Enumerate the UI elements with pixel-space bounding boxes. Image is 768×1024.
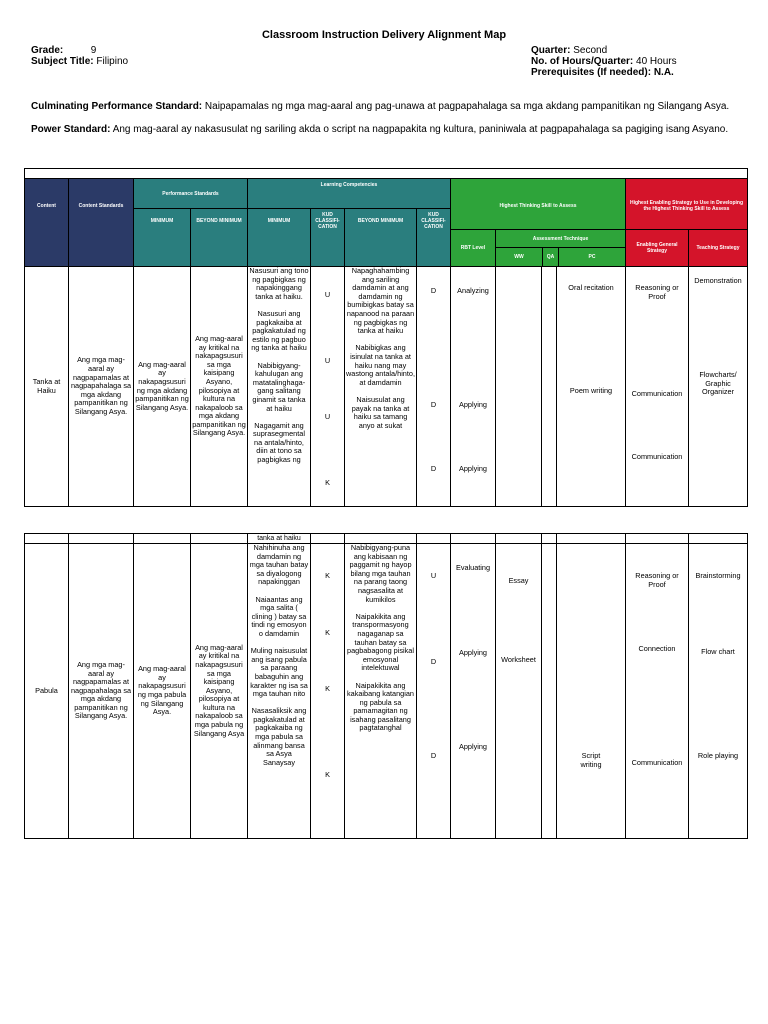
row1-enabling-2: Communication [631, 389, 683, 398]
row2-perf-minimum: Ang mag-aaral ay nakapagsusuri ng mga pabula ng Silangang Asya. [134, 544, 191, 839]
row1-perf-beyond: Ang mag-aaral ay kritikal na nakapagsusuri sa mga kaisipang Asyano, pilosopiya at kultura na nakapaloob sa mga akdang pampanitikan ng Silangang Asya. [191, 267, 248, 507]
alignment-table-2 [24, 533, 748, 839]
row2-ww [496, 544, 542, 839]
row2-kud-min-1: K [325, 571, 330, 580]
hours-value: 40 Hours [636, 56, 677, 67]
r2-cont-c3 [134, 534, 191, 544]
row2-kud-beyond-3: D [430, 751, 437, 760]
alignment-table-1 [24, 168, 748, 233]
row1-lc-beyond: Napaghahambing ang sariling damdamin at ang damdamin ng bumibigkas batay sa napanood na paraan ng pagbigkas ng tanka at haiku Nabibigkas ang isinulat na tanka at haiku nang may wastong antala/hinto, at damdamin Naisusulat ang payak na tanka at haiku sa tamang anyo at sukat [345, 267, 417, 507]
assessment-cols [496, 248, 625, 266]
row2-kud-minimum [311, 544, 345, 839]
row1-kud-beyond-1: D [430, 286, 437, 295]
row2-ww-2: Worksheet [501, 655, 536, 664]
row1-rbt-2: Applying [459, 400, 487, 409]
header-perf-beyond-minimum: BEYOND MINIMUM [191, 209, 248, 233]
power-label: Power Standard: [31, 124, 111, 135]
row1-kud-beyond-3: D [430, 464, 437, 473]
row1-content: Tanka at Haiku [25, 267, 69, 507]
alignment-table-1-body [24, 229, 748, 507]
ww-label: WW [496, 248, 543, 266]
r2-cont-c1 [25, 534, 69, 544]
row1-enabling-1: Reasoning or Proof [635, 283, 679, 301]
header-kud-beyond-cont [417, 230, 451, 267]
r2-cont-c13 [626, 534, 689, 544]
hours-label: No. of Hours/Quarter: [531, 56, 634, 67]
header-content: Content [25, 179, 69, 233]
header-kud-minimum: KUD CLASSIFI-CATION [311, 209, 345, 233]
culminating-text: Naipapamalas ng mga mag-aaral ang pag-unawa at pagpapahalaga sa mga akdang pampanitikan ng Silangang Asya. [204, 101, 730, 112]
header-teaching-strategy: Teaching Strategy [689, 230, 748, 267]
culminating-label: Culminating Performance Standard: [31, 101, 203, 112]
header-perf-min-cont [134, 230, 191, 267]
row2-pc [557, 544, 626, 839]
row1-teaching-2: Flowcharts/ Graphic Organizer [699, 370, 737, 397]
header-assessment-group [496, 230, 626, 267]
row2-rbt-1: Evaluating [455, 563, 491, 572]
r2-cont-c9 [451, 534, 496, 544]
row1-kud-min-4: K [325, 478, 330, 487]
quarter-label: Quarter: [531, 45, 571, 56]
header-perf-minimum: MINIMUM [134, 209, 191, 233]
row2-content-standard: Ang mga mag-aaral ay nagpapamalas at nagpapahalaga sa mga akdang pampanitikan ng Silangang Asya. [69, 544, 134, 839]
header-kud-min-cont [311, 230, 345, 267]
row1-content-standard: Ang mga mag-aaral ay nagpapamalas at nagpapahalaga sa mga akdang pampanitikan ng Silangang Asya. [69, 267, 134, 507]
row2-pc-1: Script writing [580, 751, 602, 769]
subject-label: Subject Title: [31, 56, 94, 67]
assessment-sub [496, 230, 625, 266]
r2-cont-c11 [542, 534, 557, 544]
row1-kud-beyond-2: D [430, 400, 437, 409]
page-title: Classroom Instruction Delivery Alignment Map [261, 29, 507, 41]
row2-enabling-2: Connection [638, 644, 676, 653]
r2-cont-c2 [69, 534, 134, 544]
qa-label: QA [543, 248, 559, 266]
row2-enabling [626, 544, 689, 839]
row1-kud-min-2: U [324, 356, 331, 365]
row1-rbt-3: Applying [459, 464, 487, 473]
quarter-line [531, 45, 607, 56]
subject-line [31, 56, 128, 67]
header-enabling-general: Enabling General Strategy [626, 230, 689, 267]
r2-cont-c6 [311, 534, 345, 544]
row2-teaching [689, 544, 748, 839]
row1-teaching-1: Demonstration [694, 276, 742, 285]
row2-qa [542, 544, 557, 839]
prereq-line [531, 67, 674, 78]
row2-lc-beyond: Nabibigyang-puna ang kabisaan ng paggamit ng hayop bilang mga tauhan na parang taong nagsasalita at kumikilos Naipakikita ang transpormasyong nagaganap sa tauhan batay sa pagbabagong pisikal emosyonal intelektuwal Naipakikita ang kakaibang katangian ng pabula sa pamamagitan ng isahang pasalitang pagtatanghal [345, 544, 417, 839]
rbt-label: RBT Level [460, 245, 486, 251]
header-lc-beyond-minimum: BEYOND MINIMUM [345, 209, 417, 233]
header-highest-enabling-strategy: Highest Enabling Strategy to Use in Developing the Highest Thinking Skill to Assess [626, 179, 748, 233]
header-highest-thinking-skill: Highest Thinking Skill to Assess [451, 179, 626, 233]
row1-kud-min-1: U [324, 290, 331, 299]
row2-teaching-1: Brainstorming [695, 571, 741, 580]
row1-kud-beyond [417, 267, 451, 507]
row1-teaching [689, 267, 748, 507]
row2-kud-min-3: K [325, 684, 330, 693]
row1-pc-1: Oral recitation [568, 283, 614, 292]
row1-kud-minimum [311, 267, 345, 507]
header-rbt-level [451, 230, 496, 267]
row2-enabling-1: Reasoning or Proof [635, 571, 679, 589]
row2-kud-min-2: K [325, 628, 330, 637]
r2-cont-c8 [417, 534, 451, 544]
header-lc-min-cont [248, 230, 311, 267]
row1-pc [557, 267, 626, 507]
row2-ww-1: Essay [508, 576, 529, 585]
row1-perf-minimum: Ang mag-aaral ay nakapagsusuri ng mga akdang pampanitikan ng Silangang Asya. [134, 267, 191, 507]
hours-line [531, 56, 677, 67]
grade-value: 9 [90, 45, 97, 56]
prereq-label: Prerequisites (If needed): [531, 67, 652, 78]
r2-cont-c7 [345, 534, 417, 544]
header-content-standards-cont [69, 230, 134, 267]
pc-label: PC [588, 254, 596, 260]
row1-pc-2: Poem writing [569, 386, 613, 395]
culminating-standard [31, 101, 729, 113]
row1-kud-min-3: U [324, 412, 331, 421]
header-kud-beyond: KUD CLASSIFI-CATION [417, 209, 451, 233]
row2-rbt-2: Applying [459, 648, 487, 657]
subject-value: Filipino [96, 56, 129, 67]
r2-cont-c10 [496, 534, 542, 544]
row2-kud-beyond [417, 544, 451, 839]
row2-kud-beyond-1: U [430, 571, 437, 580]
table-top-spacer [25, 169, 748, 179]
prereq-value: N.A. [653, 67, 674, 78]
row1-lc-minimum: Nasusuri ang tono ng pagbigkas ng napakinggang tanka at haiku. Nasusuri ang pagkakaiba at pagkakatulad ng estilo ng pagbuo ng tanka at haiku Nabibigyang-kahulugan ang matatalinghaga-gang salitang ginamit sa tanka at haiku Nagagamit ang suprasegmental na antala/hinto, diin at tono sa pagbigkas ng [248, 267, 311, 507]
row2-lc-minimum: Nahihinuha ang damdamin ng mga tauhan batay sa diyalogong napakinggan Naiaantas ang mga salita ( clining ) batay sa tindi ng emosyon o damdamin Muling naisusulat ang isang pabula sa paraang babaguhin ang karakter ng isa sa mga tauhan nito Nasasaliksik ang pagkakatulad at pagkakaiba ng mga pabula sa alinmang bansa sa Asya Sanaysay [248, 544, 311, 839]
row1-ww [496, 267, 542, 507]
row1-rbt-1: Analyzing [457, 286, 489, 295]
row2-content: Pabula [25, 544, 69, 839]
header-lc-minimum: MINIMUM [248, 209, 311, 233]
row1-qa [542, 267, 557, 507]
r2-cont-c4 [191, 534, 248, 544]
header-learning-competencies: Learning Competencies [248, 179, 451, 209]
header-content-standards: Content Standards [69, 179, 134, 233]
row2-teaching-3: Role playing [697, 751, 739, 760]
row1-rbt [451, 267, 496, 507]
power-text: Ang mag-aaral ay nakasusulat ng sariling akda o script na nagpapakita ng kultura, paniniwala at pagpapahalaga sa pagiging isang Asyano. [112, 124, 729, 135]
quarter-value: Second [573, 45, 608, 56]
header-lc-beyond-cont [345, 230, 417, 267]
power-standard [31, 124, 728, 136]
header-perf-beyond-cont [191, 230, 248, 267]
r2-cont-c14 [689, 534, 748, 544]
grade-line [31, 45, 96, 56]
row2-perf-beyond: Ang mag-aaral ay kritikal na nakapagsusuri sa mga kaisipang Asyano, pilosopiya at kultura na nakapaloob sa mga pabula ng Silangang Asya [191, 544, 248, 839]
row1-enabling-3: Communication [631, 452, 683, 461]
r2-cont-c12 [557, 534, 626, 544]
header-content-cont [25, 230, 69, 267]
row2-rbt-3: Applying [459, 742, 487, 751]
row2-rbt [451, 544, 496, 839]
row2-kud-min-4: K [325, 770, 330, 779]
row2-continued-text: tanka at haiku [248, 534, 311, 544]
header-performance-standards: Performance Standards [134, 179, 248, 209]
row1-enabling [626, 267, 689, 507]
row2-teaching-2: Flow chart [701, 647, 735, 656]
row2-enabling-3: Communication [631, 758, 683, 767]
row2-kud-beyond-2: D [430, 657, 437, 666]
assessment-technique-label: Assessment Technique [496, 230, 625, 248]
grade-label: Grade: [31, 45, 64, 56]
